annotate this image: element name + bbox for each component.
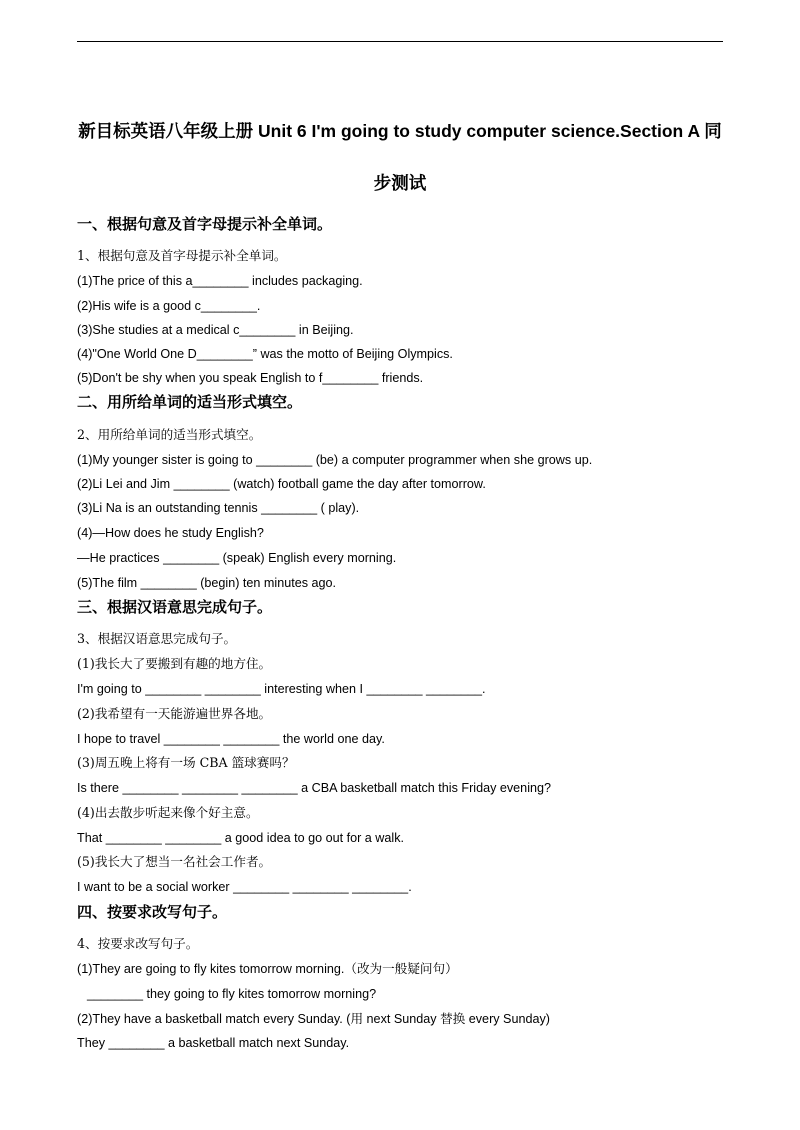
question-line: (5)Don't be shy when you speak English to f________ friends.: [77, 371, 424, 385]
question-line: (2)They have a basketball match every Sunday. (用 next Sunday 替换 every Sunday): [77, 1012, 550, 1026]
question-line: (1)我长大了要搬到有趣的地方住。: [77, 656, 272, 671]
question-line: (3)Li Na is an outstanding tennis ________ ( play).: [77, 501, 360, 515]
section-heading-3: 三、根据汉语意思完成句子。: [77, 599, 273, 616]
question-line: I'm going to ________ ________ interesting when I ________ ________.: [77, 682, 486, 696]
section-3-intro: 3、根据汉语意思完成句子。: [77, 631, 237, 646]
question-line: (4)"One World One D________” was the motto of Beijing Olympics.: [77, 347, 453, 361]
question-line: (2)我希望有一天能游遍世界各地。: [77, 706, 272, 721]
question-line: (3)周五晚上将有一场 CBA 篮球赛吗？: [77, 755, 295, 770]
question-line: That ________ ________ a good idea to go out for a walk.: [77, 831, 404, 845]
question-line: (1)They are going to fly kites tomorrow morning.（改为一般疑问句）: [77, 962, 458, 976]
question-line: (2)Li Lei and Jim ________ (watch) football game the day after tomorrow.: [77, 477, 486, 491]
question-line: (4)—How does he study English?: [77, 526, 264, 540]
question-line: (4)出去散步听起来像个好主意。: [77, 805, 259, 820]
section-4-intro: 4、按要求改写句子。: [77, 936, 199, 951]
section-heading-2: 二、用所给单词的适当形式填空。: [77, 394, 303, 411]
question-line: I want to be a social worker ________ ________ ________.: [77, 880, 412, 894]
question-line: I hope to travel ________ ________ the world one day.: [77, 732, 385, 746]
section-heading-1: 一、根据句意及首字母提示补全单词。: [77, 216, 333, 233]
question-line: (1)My younger sister is going to ________ (be) a computer programmer when she grows up.: [77, 453, 593, 467]
question-line: ________ they going to fly kites tomorrow morning?: [87, 987, 377, 1001]
page-title-line-2: 步测试: [373, 173, 427, 193]
header-rule: [77, 41, 723, 42]
question-line: (2)His wife is a good c________.: [77, 299, 261, 313]
question-line: (3)She studies at a medical c________ in Beijing.: [77, 323, 354, 337]
section-2-intro: 2、用所给单词的适当形式填空。: [77, 427, 262, 442]
question-line: (1)The price of this a________ includes packaging.: [77, 274, 363, 288]
page-title-line-1: 新目标英语八年级上册 Unit 6 I'm going to study computer science.Section A 同: [78, 121, 722, 141]
question-line: (5)The film ________ (begin) ten minutes ago.: [77, 576, 337, 590]
question-line: They ________ a basketball match next Sunday.: [77, 1036, 350, 1050]
section-heading-4: 四、按要求改写句子。: [77, 904, 228, 921]
question-line: —He practices ________ (speak) English every morning.: [77, 551, 397, 565]
question-line: (5)我长大了想当一名社会工作者。: [77, 854, 272, 869]
question-line: Is there ________ ________ ________ a CBA basketball match this Friday evening?: [77, 781, 551, 795]
section-1-intro: 1、根据句意及首字母提示补全单词。: [77, 248, 287, 263]
